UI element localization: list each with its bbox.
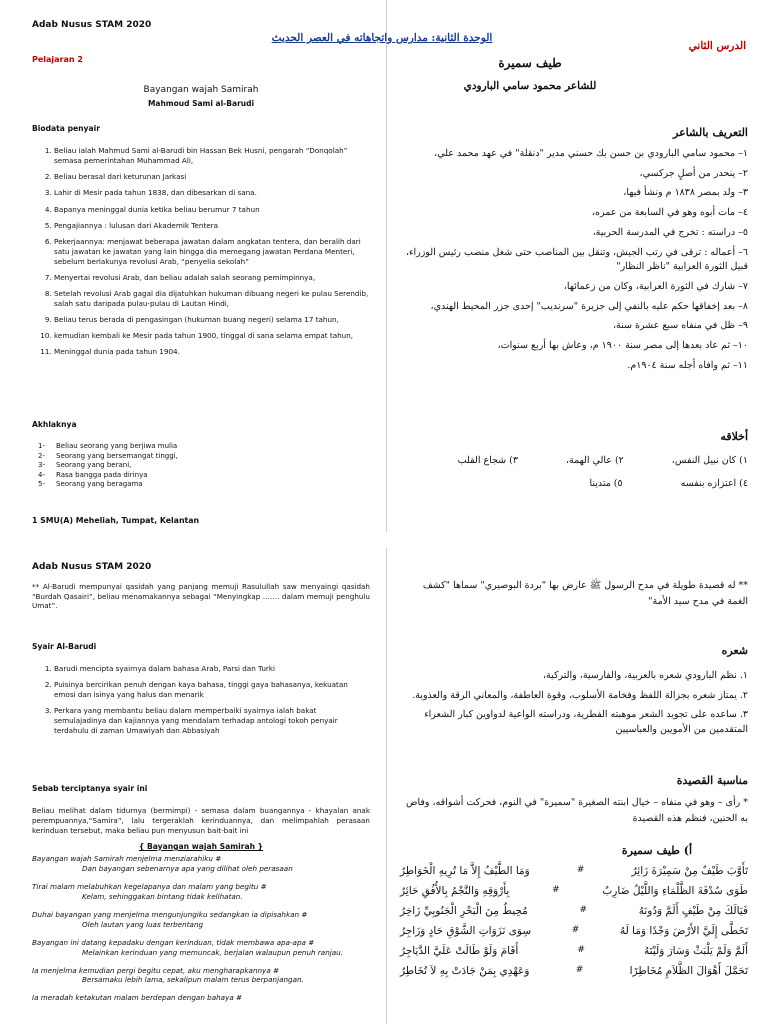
akhlaq-ar-section — [400, 430, 748, 489]
ta3rif-item: ٥– دراسته : تخرج في المدرسة الحربية، — [592, 226, 748, 238]
akhlak-number: 3- — [38, 461, 45, 470]
poem-title-ms: { Bayangan wajah Samirah } — [138, 842, 264, 851]
akhlaq-item: ٥) متدينا — [589, 478, 623, 489]
biodata-item: 3. Lahir di Mesir pada tahun 1838, dan dibesarkan di sana. — [54, 188, 370, 198]
shi3r-list — [400, 669, 748, 738]
poem-ar-section — [400, 844, 748, 985]
biodata-item: 10. kemudian kembali ke Mesir pada tahun 1900, tinggal di sana selama empat tahun, — [54, 331, 370, 341]
poem-ar-bait — [400, 905, 748, 917]
biodata-list — [32, 146, 370, 357]
akhlaq-heading: أخلاقه — [720, 430, 748, 443]
poem-ar-ajz: وَعَهْدِي بِمَنْ جَادَتْ بِهِ لاَ تُخَاطِرُ — [400, 965, 530, 977]
syair-item: 1. Barudi mencipta syairnya dalam bahasa Arab, Parsi dan Turki — [54, 664, 370, 674]
poem-ar-bait — [400, 945, 748, 957]
column-divider — [386, 0, 387, 532]
akhlaq-item: ٣) شجاع القلب — [457, 455, 518, 466]
akhlak-text: Seorang yang beragama — [56, 480, 143, 488]
akhlak-number: 1- — [38, 442, 45, 451]
ta3rif-list — [400, 147, 748, 374]
shi3r-item: ٢. يمتاز شعره بجزالة اللفظ وفخامة الأسلوب، وقوة العاطفة، والمعاني الرقة والعذوبة. — [412, 689, 748, 701]
ta3rif-section — [400, 126, 748, 379]
page-header-left: Adab Nusus STAM 2020 — [32, 562, 152, 572]
biodata-item: 9. Beliau terus berada di pengasingan (hukuman buang negeri) selama 17 tahun, — [54, 315, 370, 325]
shi3r-section — [400, 644, 748, 743]
poem-title-ar: طيف سميرة — [498, 56, 562, 70]
poem-ar-sadr: تَحَمَّلَ أَهْوَالَ الظَّلاَمِ مُخَاطِرًا — [629, 965, 748, 977]
poem-ar-ajz: سِوَى نَزَوَاتِ الشَّوْقِ حَادٍ وَزَاجِرُ — [400, 925, 532, 937]
column-divider — [386, 548, 387, 1024]
akhlak-heading: Akhlaknya — [32, 420, 77, 429]
akhlak-text: Rasa bangga pada dirinya — [56, 470, 148, 479]
poem-ms-line-a: Bayangan wajah Samirah menjelma menziarahiku # — [32, 854, 222, 863]
verse-separator: # — [571, 925, 580, 935]
akhlak-item — [38, 471, 370, 480]
poem-ms-line-a: Tirai malam melabuhkan kegelapanya dan malam yang begitu # — [32, 881, 267, 891]
sebab-section — [32, 784, 370, 835]
ta3rif-item: ١٠– ثم عاد بعدها إلى مصر سنة ١٩٠٠ م، وعاش بها أربع سنوات، — [497, 340, 748, 352]
poem-ar-ajz: بِأَرْوَقِهِ وَالنَّجْمُ بِالأُفُقِ حَائِرُ — [400, 885, 510, 897]
shi3r-heading: شعره — [721, 644, 748, 657]
poem-ar-ajz: أَقَامَ وَلَوْ طَالَتْ عَلَيَّ الدَّيَاجِرُ — [400, 945, 519, 957]
poem-ar-ajz: وَمَا الطَّيْفُ إِلاَّ مَا تُرِيهِ الْخَوَاطِرُ — [400, 865, 530, 877]
biodata-item: 7. Menyertai revolusi Arab, dan beliau adalah salah seorang pemimpinnya, — [54, 273, 370, 283]
ta3rif-item: ٢– ينحدر من أصلٍ جركسي، — [639, 167, 748, 179]
poet-name-ms: Mahmoud Sami al-Barudi — [147, 99, 255, 108]
poem-ar-sadr: تَأَوَّبَ طَيْفٌ مِنْ سَمِيْرَةَ زَائِرُ — [631, 865, 748, 877]
verse-separator: # — [575, 965, 584, 975]
akhlak-number: 5- — [38, 480, 45, 488]
akhlak-text: Seorang yang bersemangat tinggi, — [56, 451, 178, 460]
sebab-heading: Sebab terciptanya syair ini — [32, 784, 148, 793]
unit-title-ar: الوحدة الثانية: مدارس واتجاهاته في العصر الحديث — [271, 32, 493, 44]
poem-ms-line-b: Dan bayangan sebenarnya apa yang dilihat oleh perasaan — [82, 863, 293, 873]
poet-name-ar: للشاعر محمود سامي البارودي — [463, 80, 597, 92]
biodata-section — [32, 124, 370, 364]
intro-ms: ** Al-Barudi mempunyai qasidah yang panjang memuji Rasulullah saw menyaingi qasidah “Burdah Qasairi”, beliau menamakannya sebagai “Menyingkap ……. dalam memuji penghulu Umat”. — [32, 582, 370, 611]
akhlaq-item: ٢) عالي الهمة، — [565, 455, 624, 466]
akhlak-number: 2- — [38, 451, 45, 460]
poem-ms-stanza — [32, 966, 370, 986]
poem-ar-bait — [400, 925, 748, 937]
syair-section — [32, 642, 370, 742]
poem-ms-line-a: Bayangan ini datang kepadaku dengan kerinduan, tidak membawa apa-apa # — [32, 937, 315, 947]
akhlak-list — [32, 442, 370, 489]
biodata-item: 2. Beliau berasal dari keturunan Jarkasi — [54, 172, 370, 182]
poem-ms-stanza — [32, 910, 370, 930]
verse-separator: # — [552, 885, 560, 895]
poem-ms-line-a: Duhai bayangan yang menjelma mengunjungiku sedangkan ia dipisahkan # — [32, 909, 308, 919]
syair-heading: Syair Al-Barudi — [32, 642, 97, 651]
ta3rif-item: ١١– ثم وافاه أجله سنة ١٩٠٤م. — [627, 359, 748, 371]
akhlak-item — [38, 442, 370, 451]
poem-ar-title: أ) طيف سميرة — [621, 844, 692, 857]
document-page-2 — [0, 548, 768, 1024]
munasaba-heading: مناسبة القصيدة — [676, 774, 748, 787]
poem-ms-line-b: Oleh lautan yang luas terbentang — [82, 919, 204, 929]
poem-ar-bait — [400, 865, 748, 877]
akhlaq-item: ٤) اعتزازه بنفسه — [680, 478, 748, 489]
poem-ar-ajz: مُحِيطٌ مِنَ الْبَحْرِ الْجَنُوبِيِّ زَاخِرُ — [400, 905, 528, 917]
verse-separator: # — [577, 945, 585, 955]
lesson-label-ar: الدرس الثاني — [688, 40, 746, 52]
poem-title-ms: Bayangan wajah Samirah — [143, 85, 259, 95]
ta3rif-item: ٤– مات أبوه وهو في السابعة من عمره، — [591, 207, 748, 219]
poem-ar — [400, 865, 748, 977]
ta3rif-heading: التعريف بالشاعر — [673, 126, 748, 139]
poem-ms-line-b: Bersamaku lebih lama, sekalipun malam terus berpanjangan. — [82, 975, 304, 985]
poem-ms-stanza — [32, 938, 370, 958]
poem-ar-bait — [400, 965, 748, 977]
munasaba-section — [400, 774, 748, 826]
akhlak-number: 4- — [38, 470, 45, 479]
lesson-label-ms: Pelajaran 2 — [32, 55, 83, 64]
akhlak-item — [38, 480, 370, 489]
poem-ar-sadr: تَخَطَّى إِلَيَّ الأَرْضَ وَجْدًا وَمَا لَهُ — [619, 925, 748, 937]
ta3rif-item: ٩– ظل في منفاه سبع عشرة سنة، — [612, 320, 748, 332]
page-header-left: Adab Nusus STAM 2020 — [32, 20, 152, 30]
akhlak-text: Seorang yang berani, — [56, 461, 132, 470]
verse-separator: # — [576, 865, 585, 875]
poem-ms-stanza — [32, 854, 370, 874]
poem-ms-stanza — [32, 882, 370, 902]
akhlak-item — [38, 461, 370, 470]
ta3rif-item: ٨– بعد إخفاقها حكم عليه بالنفي إلى جزيرة "سرنديب" إحدى جزر المحيط الهندي، — [430, 300, 748, 312]
biodata-item: 1. Beliau ialah Mahmud Sami al-Barudi bin Hassan Bek Husni, pengarah “Donqolah” semasa pemerintahan Muhammad Ali, — [54, 146, 370, 165]
syair-item: 2. Puisinya bercirikan penuh dengan kaya bahasa, tinggi gaya bahasanya, kekuatan emosi dan isinya yang halus dan menarik — [54, 680, 370, 699]
poem-ms-line-a: Ia menjelma kemudian pergi begitu cepat, aku mengharapkannya # — [32, 965, 280, 975]
shi3r-item: ٣. ساعده على تجويد الشعر موهبته الفطرية، ودراسته الواعية لدواوين كبار الشعراء المتقدمين من الأمويين والعباسيين — [424, 709, 748, 736]
munasaba-text: * رأى – وهو في منفاه – خيال ابنته الصغيرة "سميرة" في النوم، فحركت أشواقه، وفاض به الحنين، فنظم هذه القصيدة — [405, 797, 748, 824]
syair-list — [32, 664, 370, 735]
poem-ar-sadr: فَيَالَكَ مِنْ طَيْفٍ أَلَمَّ وَدُونَهُ — [638, 905, 748, 917]
ta3rif-item: ٧– شارك في الثورة العرابية، وكان من زعمائها، — [563, 281, 748, 293]
sebab-text: Beliau melihat dalam tidurnya (bermimpi) - semasa dalam buangannya - khayalan anak perempuannya,“Samira”, lalu tergeraklah kerinduannya, dan melimpahlah perasaan kerinduan tersebut, maka beliau pun menyusun bait-bait ini — [32, 806, 370, 835]
akhlak-section — [32, 420, 370, 489]
poem-ar-bait — [400, 885, 748, 897]
biodata-item: 6. Pekerjaannya: menjawat beberapa jawatan dalam angkatan tentera, dan beralih dari satu jawatan ke jawatan yang lain hingga dia memegang jawatan Perdana Menteri, sebelum berlakunya revolusi Arab, “penyelia sekolah” — [54, 237, 370, 266]
ta3rif-item: ٦– أعماله : ترقى في رتب الجيش، وتنقل بين المناصب حتى شغل منصب رئيس الوزراء، قبيل الثورة العرابية "ناظر النظار" — [405, 246, 748, 273]
biodata-item: 8. Setelah revolusi Arab gagal dia dijatuhkan hukuman dibuang negeri ke pulau Serendib, salah satu daripada pulau-pulau di Lautan Hindi, — [54, 289, 370, 308]
akhlak-text: Beliau seorang yang berjiwa mulia — [56, 442, 178, 451]
biodata-heading: Biodata penyair — [32, 124, 100, 133]
biodata-item: 4. Bapanya meninggal dunia ketika beliau berumur 7 tahun — [54, 205, 370, 215]
page-gap — [0, 532, 768, 548]
poem-ms-line-a: Ia meradah ketakutan malam berdepan dengan bahaya # — [32, 993, 243, 1003]
ta3rif-item: ٣– ولد بمصر ١٨٣٨ م ونشأ فيها، — [623, 187, 748, 199]
syair-item: 3. Perkara yang membantu beliau dalam memperbaiki syairnya ialah bakat semulajadinya dan kajiannya yang mendalam terhadap antologi tokoh penyair terdahulu di zaman Umawiyah dan Abbasiyah — [54, 706, 370, 735]
poem-ar-sadr: أَلَمَّ وَلَمْ يَلْبَثْ وَسَارَ وَلَيْتَهُ — [644, 945, 748, 957]
poem-ms — [32, 854, 370, 1011]
poem-ms-line-b: Melainkan kerinduan yang memuncak, berjalan walaupun penuh ranjau. — [82, 947, 343, 957]
verse-separator: # — [579, 905, 588, 915]
poem-ms-line-b: Kelam, sehinggakan bintang tidak kelihatan. — [82, 891, 243, 901]
akhlaq-item: ١) كان نبيل النفس، — [671, 455, 748, 466]
intro-ar: ** له قصيدة طويلة في مدح الرسول ﷺ عارض بها "بردة البوصيري" سماها "كشف الغمة في مدح سيد الأمة" — [422, 580, 748, 607]
akhlak-item — [38, 452, 370, 461]
biodata-item: 11. Meninggal dunia pada tahun 1904. — [54, 347, 370, 357]
poem-ar-sadr: طَوَى سُدْفَةَ الظَّلْمَاءِ وَاللَّيْلُ ضَارِبٌ — [602, 885, 748, 897]
school-footer: 1 SMU(A) Meheliah, Tumpat, Kelantan — [32, 516, 200, 525]
poem-ms-stanza — [32, 993, 370, 1003]
biodata-item: 5. Pengajiannya : lulusan dari Akademik Tentera — [54, 221, 370, 231]
shi3r-item: ١. نظم البارودي شعره بالعربية، والفارسية، والتركية، — [542, 670, 748, 681]
ta3rif-item: ١– محمود سامي البارودي بن حسن بك حسني مدير "دنقلة" في عهد محمد علي، — [434, 148, 748, 159]
